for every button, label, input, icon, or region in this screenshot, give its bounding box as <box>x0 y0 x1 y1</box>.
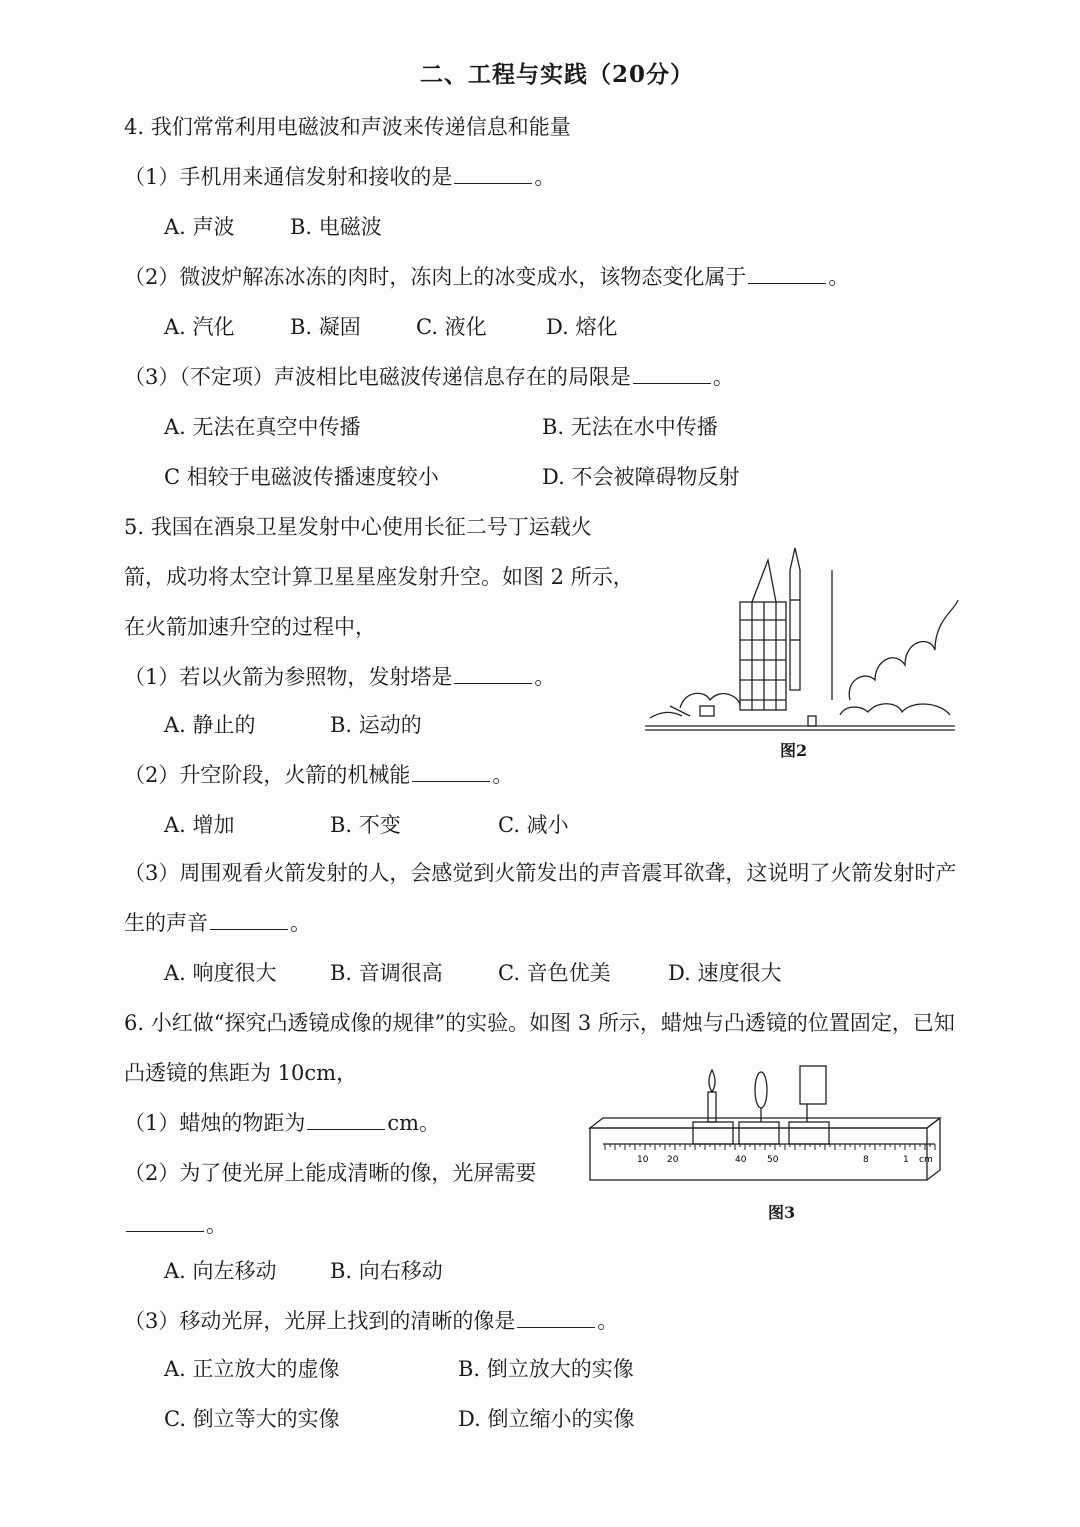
ruler-label-40: 40 <box>735 1155 747 1165</box>
q5-part3-line1: （3）周围观看火箭发射的人，会感觉到火箭发出的声音震耳欲聋，这说明了火箭发射时产 <box>124 861 957 885</box>
q6-part2-blank-line <box>124 1210 227 1240</box>
q5-stem-line2: 箭，成功将太空计算卫星星座发射升空。如图 2 所示， <box>124 565 634 589</box>
q5-part2-option-a: A. 增加 <box>164 813 235 837</box>
q4-part3-end: 。 <box>712 365 734 389</box>
launch-tower <box>740 602 786 710</box>
q5-stem-line1: 5. 我国在酒泉卫星发射中心使用长征二号丁运载火 <box>124 515 592 539</box>
section-title: 二、工程与实践（20分） <box>420 61 695 88</box>
q4-part2-option-d: D. 熔化 <box>546 315 618 339</box>
q5-part3-option-a: A. 响度很大 <box>164 961 277 985</box>
tower-top <box>752 560 776 602</box>
q6-part1-unit: cm。 <box>387 1111 441 1135</box>
q4-part1-end: 。 <box>534 165 556 189</box>
ruler-label-50: 50 <box>767 1155 779 1165</box>
q6-part1-text: （1）蜡烛的物距为 <box>124 1111 306 1135</box>
q6-part3 <box>124 1306 618 1336</box>
q5-part3-option-c: C. 音色优美 <box>498 961 611 985</box>
smoke-cloud <box>849 600 958 700</box>
screen-holder <box>789 1122 829 1144</box>
q6-part3-end: 。 <box>597 1309 619 1333</box>
q5-part2-option-c: C. 减小 <box>498 813 569 837</box>
q4-part2-option-b: B. 凝固 <box>290 315 361 339</box>
bench-front <box>590 1128 927 1180</box>
answer-blank[interactable] <box>307 1111 385 1130</box>
answer-blank[interactable] <box>454 665 532 684</box>
q6-part2-option-a: A. 向左移动 <box>164 1259 277 1283</box>
q5-part3-option-b: B. 音调很高 <box>330 961 443 985</box>
q6-part2-text: （2）为了使光屏上能成清晰的像，光屏需要 <box>124 1161 537 1185</box>
candle-holder <box>693 1122 733 1144</box>
q6-stem-line2: 凸透镜的焦距为 10cm， <box>124 1061 358 1085</box>
ruler-label-10: 10 <box>637 1155 649 1165</box>
answer-blank[interactable] <box>412 763 490 782</box>
answer-blank[interactable] <box>126 1213 204 1232</box>
answer-blank[interactable] <box>210 911 288 930</box>
q6-part3-option-a: A. 正立放大的虚像 <box>164 1357 340 1381</box>
q5-part1-text: （1）若以火箭为参照物，发射塔是 <box>124 665 453 689</box>
q5-part3-option-d: D. 速度很大 <box>668 961 782 985</box>
q5-part3-line2 <box>124 908 311 938</box>
convex-lens <box>755 1072 767 1108</box>
q4-part1-option-b: B. 电磁波 <box>290 215 382 239</box>
q6-part3-option-c: C. 倒立等大的实像 <box>164 1407 340 1431</box>
light-screen <box>800 1066 826 1104</box>
q5-part1-end: 。 <box>534 665 556 689</box>
q4-stem: 4. 我们常常利用电磁波和声波来传递信息和能量 <box>124 115 571 139</box>
q4-part1 <box>124 162 555 192</box>
optical-bench-figure <box>585 1062 945 1192</box>
candle-flame <box>709 1070 715 1092</box>
q4-part3-option-b: B. 无法在水中传播 <box>542 415 718 439</box>
q5-part2-text: （2）升空阶段，火箭的机械能 <box>124 763 411 787</box>
q6-part1 <box>124 1108 440 1138</box>
q6-part3-text: （3）移动光屏，光屏上找到的清晰的像是 <box>124 1309 516 1333</box>
ruler-unit: cm <box>919 1155 933 1165</box>
answer-blank[interactable] <box>517 1309 595 1328</box>
q4-part3-option-a: A. 无法在真空中传播 <box>164 415 361 439</box>
q6-stem-line1: 6. 小红做“探究凸透镜成像的规律”的实验。如图 3 所示，蜡烛与凸透镜的位置固定，已知 <box>124 1011 955 1035</box>
q6-part3-option-b: B. 倒立放大的实像 <box>458 1357 634 1381</box>
q4-part2 <box>124 262 849 292</box>
q5-part3-text2: 生的声音 <box>124 911 208 935</box>
q6-part2-option-b: B. 向右移动 <box>330 1259 443 1283</box>
q5-part1 <box>124 662 555 692</box>
q4-part2-option-a: A. 汽化 <box>164 315 235 339</box>
answer-blank[interactable] <box>748 265 826 284</box>
q4-part3-text: （3）（不定项）声波相比电磁波传递信息存在的局限是 <box>124 365 631 389</box>
q5-part1-option-b: B. 运动的 <box>330 713 422 737</box>
ruler-label-8: 8 <box>863 1155 869 1165</box>
ruler-label-20: 20 <box>667 1155 679 1165</box>
q4-part3 <box>124 362 734 392</box>
q5-part3-end: 。 <box>290 911 311 935</box>
q4-part2-option-c: C. 液化 <box>416 315 487 339</box>
q4-part3-option-d: D. 不会被障碍物反射 <box>542 465 740 489</box>
figure-3-caption: 图3 <box>768 1203 796 1222</box>
q5-part1-option-a: A. 静止的 <box>164 713 256 737</box>
answer-blank[interactable] <box>633 365 711 384</box>
q4-part3-option-c: C 相较于电磁波传播速度较小 <box>164 465 439 489</box>
q5-part2 <box>124 760 513 790</box>
ruler-ticks <box>605 1144 935 1150</box>
q4-part2-end: 。 <box>828 265 850 289</box>
q5-part2-option-b: B. 不变 <box>330 813 401 837</box>
q5-part2-end: 。 <box>492 763 514 787</box>
q4-part2-text: （2）微波炉解冻冰冻的肉时，冻肉上的冰变成水，该物态变化属于 <box>124 265 747 289</box>
figure-2-caption: 图2 <box>780 741 808 760</box>
ruler-label-1: 1 <box>903 1155 909 1165</box>
rocket-body <box>790 548 800 690</box>
q6-part2-end: 。 <box>206 1213 227 1237</box>
bench-top <box>590 1118 940 1128</box>
answer-blank[interactable] <box>454 165 532 184</box>
q6-part3-option-d: D. 倒立缩小的实像 <box>458 1407 635 1431</box>
q4-part1-option-a: A. 声波 <box>164 215 235 239</box>
rocket-launch-figure <box>640 540 960 740</box>
lens-holder <box>739 1122 779 1144</box>
q4-part1-text: （1）手机用来通信发射和接收的是 <box>124 165 453 189</box>
q5-stem-line3: 在火箭加速升空的过程中， <box>124 615 376 639</box>
